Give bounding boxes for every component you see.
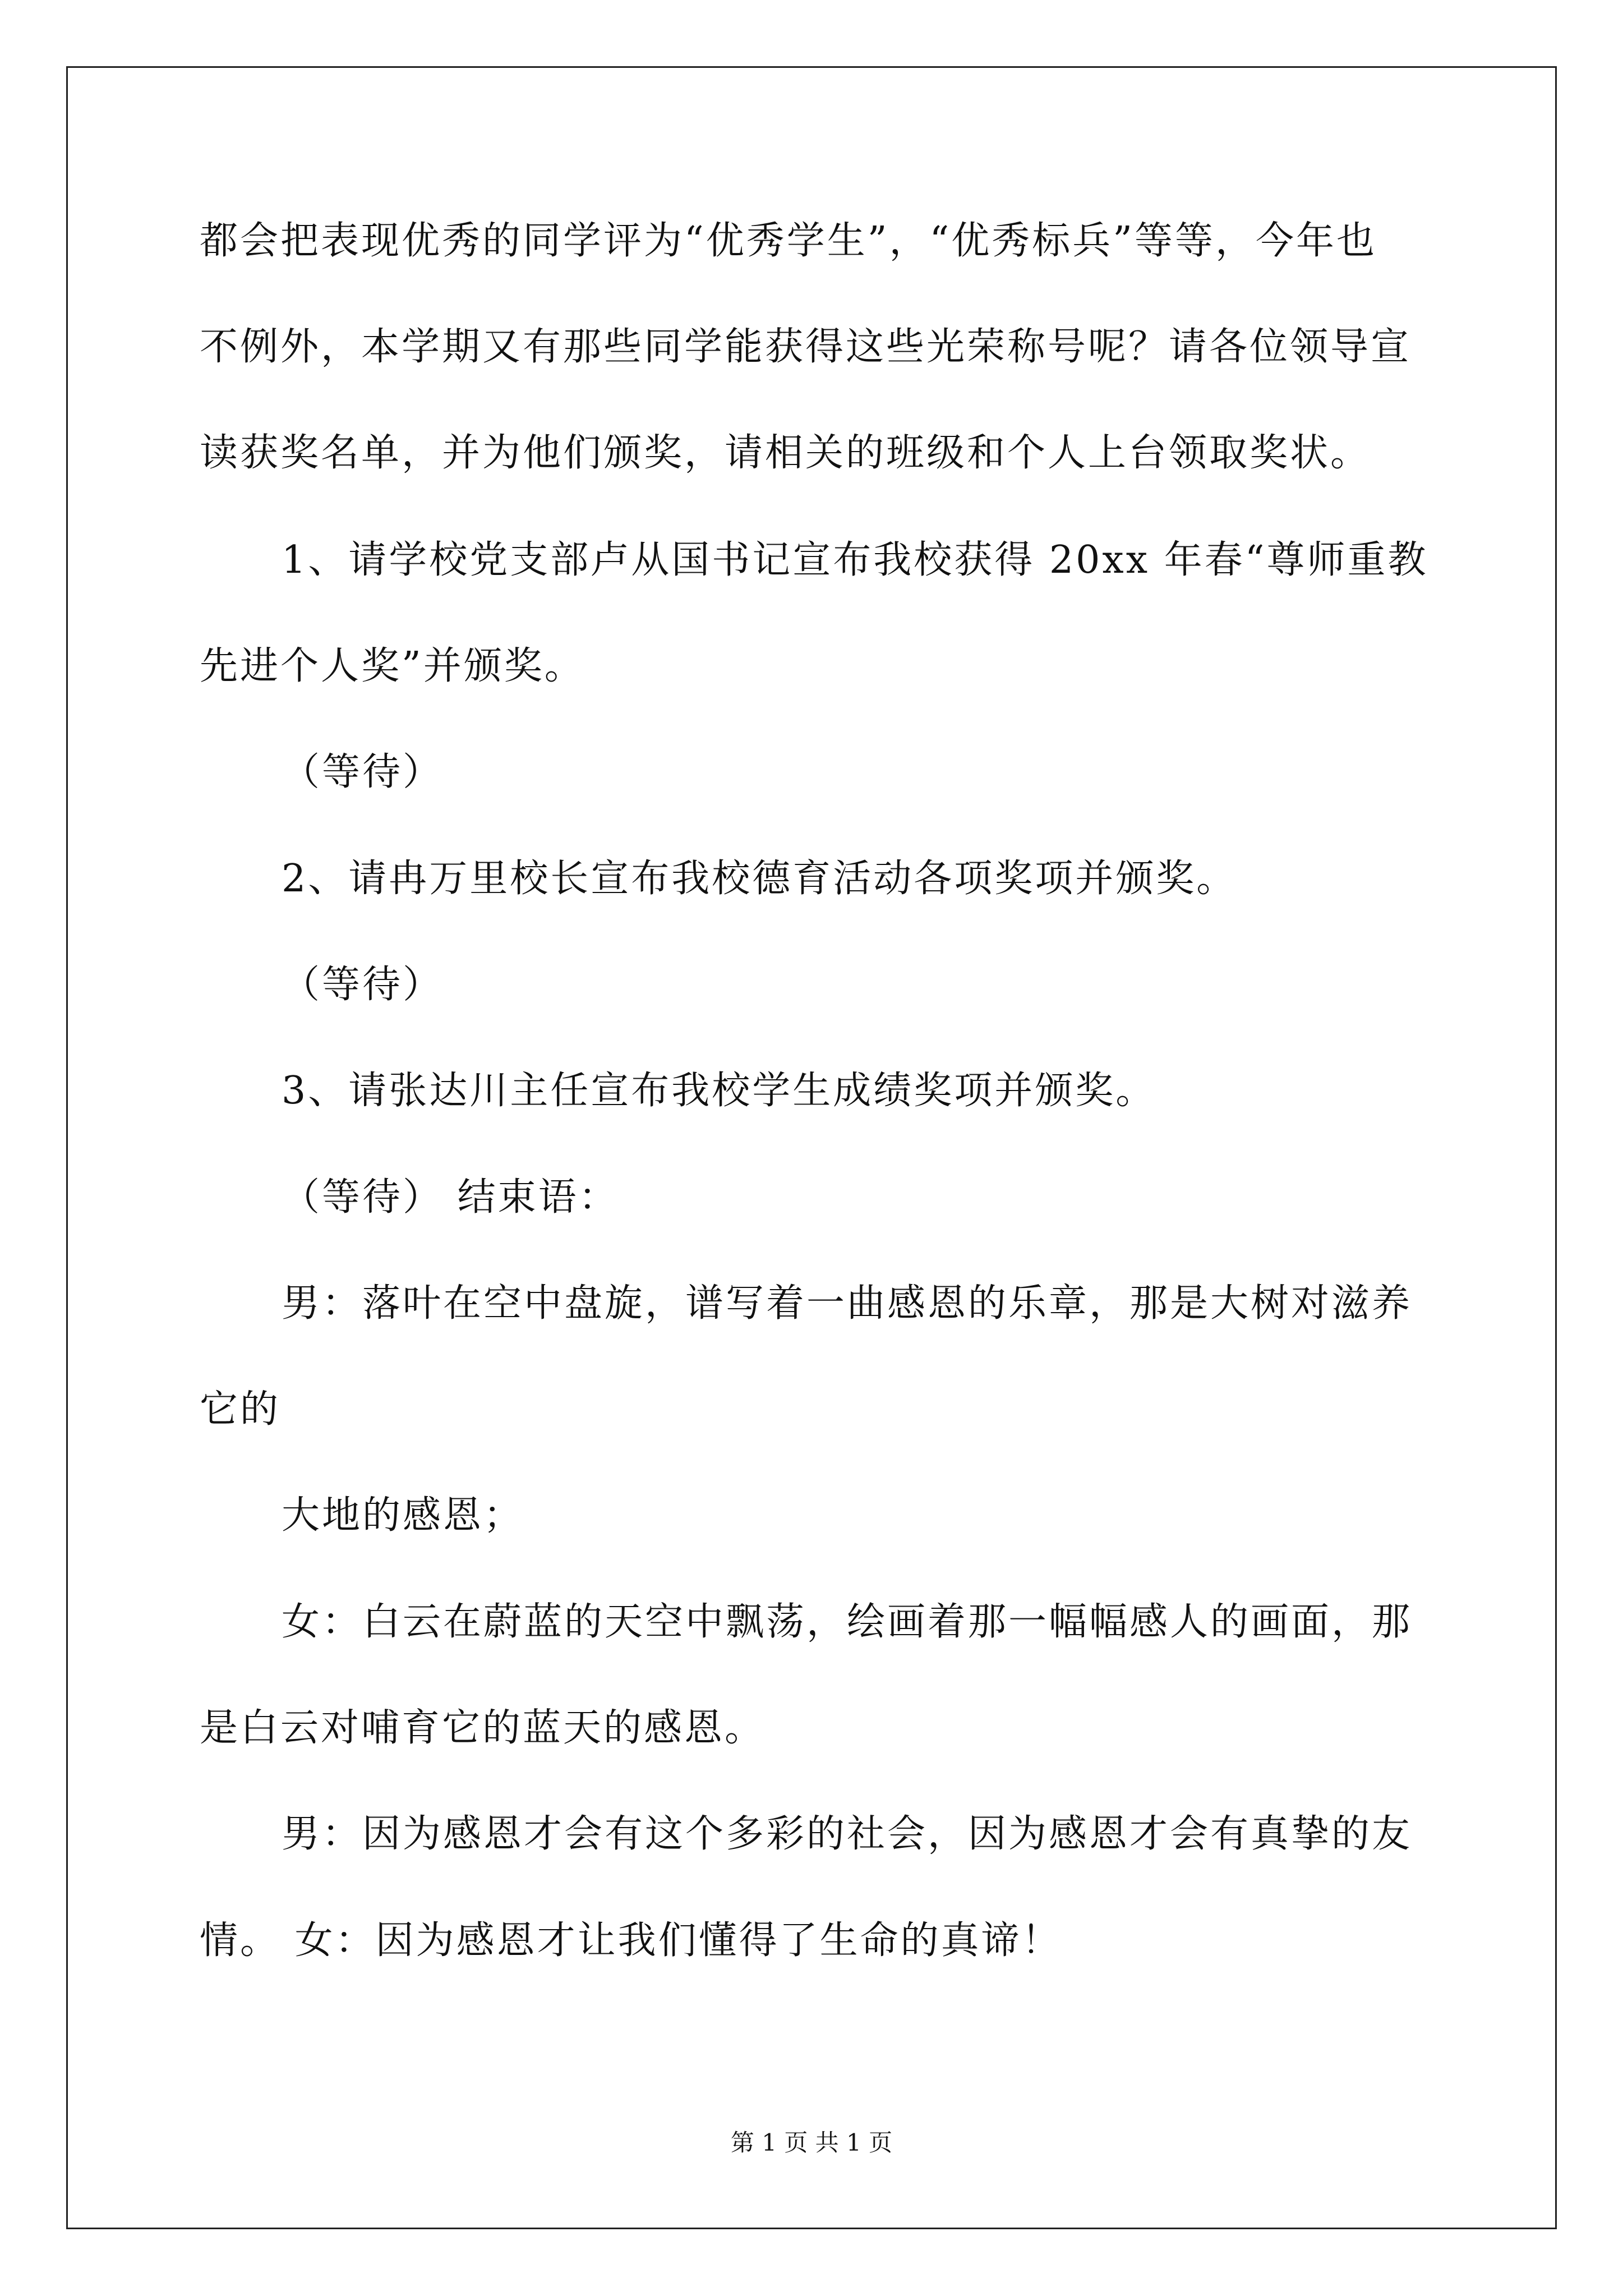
text-line: 大地的感恩； (282, 1493, 524, 1538)
text-line: 先进个人奖”并颁奖。 (200, 644, 585, 688)
text-line: 女：白云在蔚蓝的天空中飘荡，绘画着那一幅幅感人的画面，那 (282, 1600, 1413, 1644)
text-line: 3、请张达川主任宣布我校学生成绩奖项并颁奖。 (282, 1069, 1156, 1113)
text-line: 都会把表现优秀的同学评为“优秀学生”，“优秀标兵”等等，今年也 (200, 219, 1377, 263)
page-border (66, 66, 1557, 2229)
text-line: 不例外，本学期又有那些同学能获得这些光荣称号呢？请各位领导宣 (200, 325, 1412, 369)
text-line: 情。 女：因为感恩才让我们懂得了生命的真谛！ (200, 1918, 1062, 1963)
text-line: 读获奖名单，并为他们颁奖，请相关的班级和个人上台领取奖状。 (200, 431, 1371, 475)
page-number-footer: 第 1 页 共 1 页 (730, 2129, 893, 2156)
text-line: 是白云对哺育它的蓝天的感恩。 (200, 1706, 766, 1750)
text-line: （等待） (282, 963, 444, 1007)
text-line: 1、请学校党支部卢从国书记宣布我校获得 20xx 年春“尊师重教 (282, 538, 1428, 582)
text-line: 男：落叶在空中盘旋，谱写着一曲感恩的乐章，那是大树对滋养 (282, 1281, 1413, 1326)
text-line: 2、请冉万里校长宣布我校德育活动各项奖项并颁奖。 (282, 857, 1237, 901)
text-line: 男：因为感恩才会有这个多彩的社会，因为感恩才会有真挚的友 (282, 1812, 1413, 1856)
text-line: （等待） 结束语： (282, 1175, 619, 1220)
text-line: 它的 (200, 1387, 281, 1432)
text-line: （等待） (282, 750, 444, 794)
